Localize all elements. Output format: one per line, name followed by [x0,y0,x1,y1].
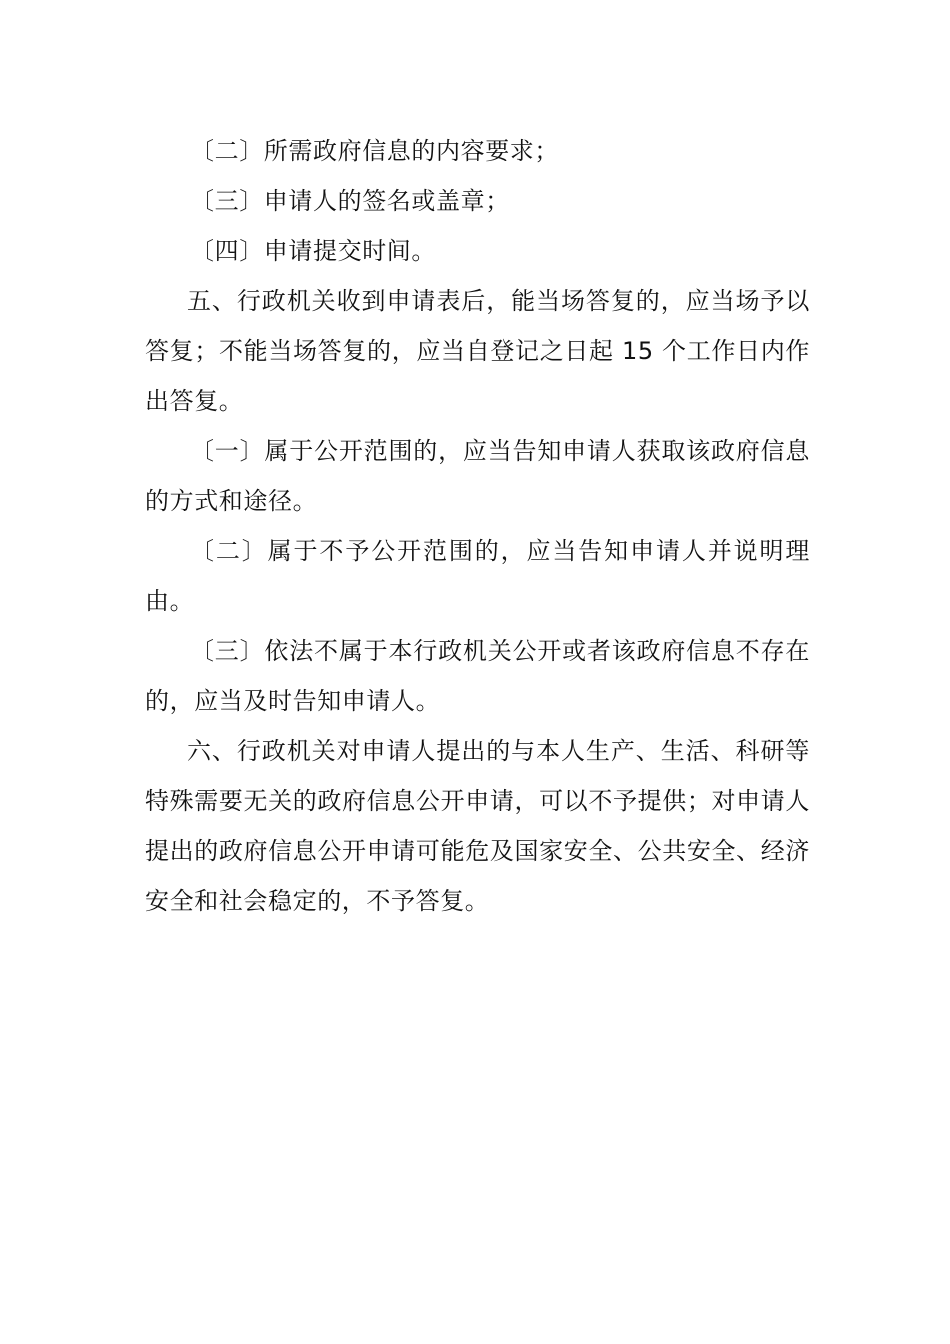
paragraph-sub-1-public: 〔一〕属于公开范围的，应当告知申请人获取该政府信息的方式和途径。 [145,437,810,515]
paragraph-sub-2-non-public: 〔二〕属于不予公开范围的，应当告知申请人并说明理由。 [145,537,810,615]
paragraph-item-3-signature: 〔三〕申请人的签名或盖章； [190,187,510,215]
paragraph-item-4-time: 〔四〕申请提交时间。 [190,237,436,265]
document-body [145,126,810,926]
paragraph-section-6: 六、行政机关对申请人提出的与本人生产、生活、科研等特殊需要无关的政府信息公开申请，可以不予提供；对申请人提出的政府信息公开申请可能危及国家安全、公共安全、经济安全和社会稳定的，不予答复。 [145,737,810,915]
paragraph-sub-3-not-applicable: 〔三〕依法不属于本行政机关公开或者该政府信息不存在的，应当及时告知申请人。 [145,637,810,715]
paragraph-section-5: 五、行政机关收到申请表后，能当场答复的，应当场予以答复；不能当场答复的，应当自登记之日起 15 个工作日内作出答复。 [145,287,810,415]
paragraph-item-2-content: 〔二〕所需政府信息的内容要求； [190,137,559,165]
